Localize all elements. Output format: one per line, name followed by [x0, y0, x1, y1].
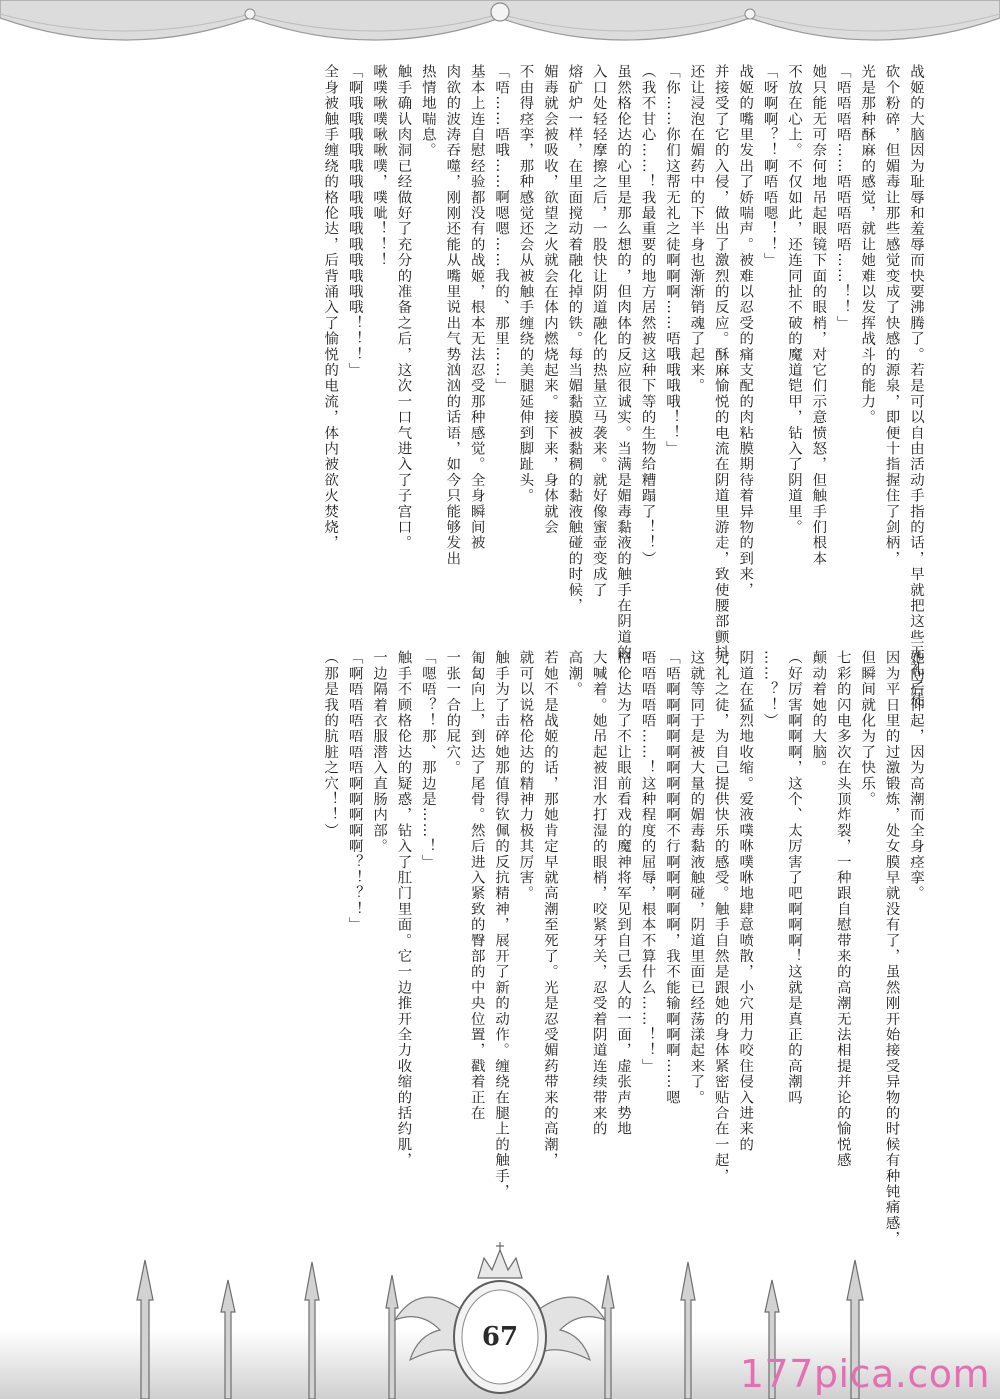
text-line: ……？！） [761, 650, 778, 729]
text-line: 一张一合的屁穴。 [444, 650, 461, 776]
text-line: 「啊哦哦哦哦哦哦哦哦哦哦哦哦哦哦！！！」 [346, 64, 363, 378]
text-line: 匍匐向上，到达了尾骨。然后进入紧致的臀部的中央位置，戳着正在 [468, 650, 485, 1121]
text-line: （我不甘心……！我最重要的地方居然被这种下等的生物给糟蹋了！！） [639, 64, 656, 567]
text-line: 高潮。 [566, 650, 583, 698]
text-line: 大喊着。她吊起被泪水打湿的眼梢，咬紧牙关，忍受着阴道连续带来的 [590, 650, 607, 1137]
text-line: 无礼之徒，为自己提供快乐的感受。触手自然是跟她的身体紧密贴合在一起， [712, 650, 729, 1184]
text-line: 「唔唔唔唔……唔唔唔唔唔……！！」 [834, 64, 851, 331]
text-line: 「唔啊啊啊啊啊啊啊啊啊不行啊啊啊啊啊，我不能输啊啊啊……嗯 [663, 650, 680, 1106]
text-line: 还让浸泡在媚药中的下半身也渐渐销魂了起来。 [688, 64, 705, 394]
text-line: （那是我的肮脏之穴！！） [322, 650, 339, 839]
text-line: 「嗯唔？！那、那边是……！」 [419, 650, 436, 870]
text-line: 基本上连自慰经验都没有的战姬，根本无法忍受那种感觉。全身瞬间被 [468, 64, 485, 551]
text-line: 阴道在猛烈地收缩。爱液噗咻噗咻地肆意喷散，小穴用力咬住侵入进来的 [737, 650, 754, 1153]
text-line: 砍个粉碎，但媚毒让那些感觉变成了快感的源泉，即便十指握住了剑柄， [883, 64, 900, 567]
text-line: 她向后仰起，因为高潮而全身痉挛。 [908, 650, 924, 902]
text-line: 因为平日里的过激锻炼，处女膜早就没有了，虽然刚开始接受异物的时候有种钝痛感， [883, 650, 900, 1247]
text-line: 战姬的大脑因为耻辱和羞辱而快要沸腾了。若是可以自由活动手指的话，早就把这些无礼之徒 [908, 64, 924, 708]
text-line: 触手不顾格伦达的疑惑，钻入了肛门里面。它一边推开全力收缩的括约肌， [395, 650, 412, 1169]
text-line: 入口处轻轻摩擦之后，一股快让阴道融化的热量立马袭来。就好像蜜壶变成了 [590, 64, 607, 598]
text-line: 但瞬间就化为了快乐。 [859, 650, 876, 807]
text-line: 「啊唔唔唔唔唔唔啊啊啊啊啊？！？！」 [346, 650, 363, 933]
top-curtain-frame [0, 0, 1000, 60]
text-line: （好厉害啊啊啊，这个、太厉害了吧啊啊啊！这就是真正的高潮吗 [785, 650, 802, 1106]
text-line: 不由得痉挛，那种感觉还会从被触手缠绕的美腿延伸到脚趾头。 [517, 64, 534, 504]
watermark-text: 177pica.com [739, 1352, 990, 1396]
text-line: 「唔……唔哦……啊嗯嗯……我的、那里……」 [493, 64, 510, 394]
text-line: 若她不是战姬的话，那她肯定早就高潮至死了。光是忍受媚药带来的高潮， [541, 650, 558, 1169]
text-line: 「你……你们这帮无礼之徒啊啊啊……唔哦哦哦哦！！」 [663, 64, 680, 457]
text-line: 熔矿炉一样，在里面搅动着融化掉的铁。每当媚黏膜被黏稠的黏液触碰的时候， [566, 64, 583, 614]
text-line: 颠动着她的大脑。 [810, 650, 827, 776]
text-line: 就可以说格伦达的精神力极其厉害。 [517, 650, 534, 902]
text-line: 触手确认肉洞已经做好了充分的准备之后，这次一口气进入了子宫口。 [395, 64, 412, 551]
text-line: 触手为了击碎她那值得钦佩的反抗精神，展开了新的动作。缠绕在腿上的触手， [493, 650, 510, 1200]
text-line: 不放在心上。不仅如此，还连同扯不破的魔道铠甲，钻入了阴道里。 [785, 64, 802, 535]
lower-text-block [318, 650, 928, 1247]
text-line: 热情地喘息。 [419, 64, 436, 159]
text-line: 格伦达为了不让眼前看戏的魔神将军见到自己丢人的一面，虚张声势地 [615, 650, 632, 1137]
text-line: 虽然格伦达的心里是那么想的，但肉体的反应很诚实。当满是媚毒黏液的触手在阴道的 [615, 64, 632, 661]
text-line: 全身被触手缠绕的格伦达，后背涌入了愉悦的电流，体内被欲火焚烧， [322, 64, 339, 551]
text-line: 她只能无可奈何地吊起眼镜下面的眼梢，对它们示意愤怒，但触手们根本 [810, 64, 827, 567]
text-line: 并接受了它的入侵，做出了激烈的反应。酥麻愉悦的电流在阴道里游走，致使腰部颤抖， [712, 64, 729, 677]
text-line: 肉欲的波涛吞噬，刚刚还能从嘴里说出气势汹汹的话语，如今只能够发出 [444, 64, 461, 567]
text-line: 啾噗啾噗啾啾噗，噗呲！！！ [371, 64, 388, 269]
text-line: 一边隔着衣服潜入直肠内部。 [371, 650, 388, 855]
text-line: 「呀啊啊？！啊唔唔嗯！！」 [761, 64, 778, 269]
page-number: 67 [481, 1322, 519, 1352]
text-line: 光是那种酥麻的感觉，就让她难以发挥战斗的能力。 [859, 64, 876, 426]
text-line: 战姬的嘴里发出了娇喘声。被难以忍受的痛支配的肉粘膜期待着异物的到来， [737, 64, 754, 598]
text-line: 媚毒就会被吸收，欲望之火就会在体内燃烧起来。接下来，身体就会 [541, 64, 558, 535]
text-line: 七彩的闪电多次在头顶炸裂，一种跟自慰带来的高潮无法相提并论的愉悦感 [834, 650, 851, 1169]
text-line: 唔唔唔唔唔……！这种程度的屈辱，根本不算什么……！！」 [639, 650, 656, 1074]
text-line: 这就等同于是被大量的媚毒黏液触碰，阴道里面已经荡漾起来了。 [688, 650, 705, 1106]
